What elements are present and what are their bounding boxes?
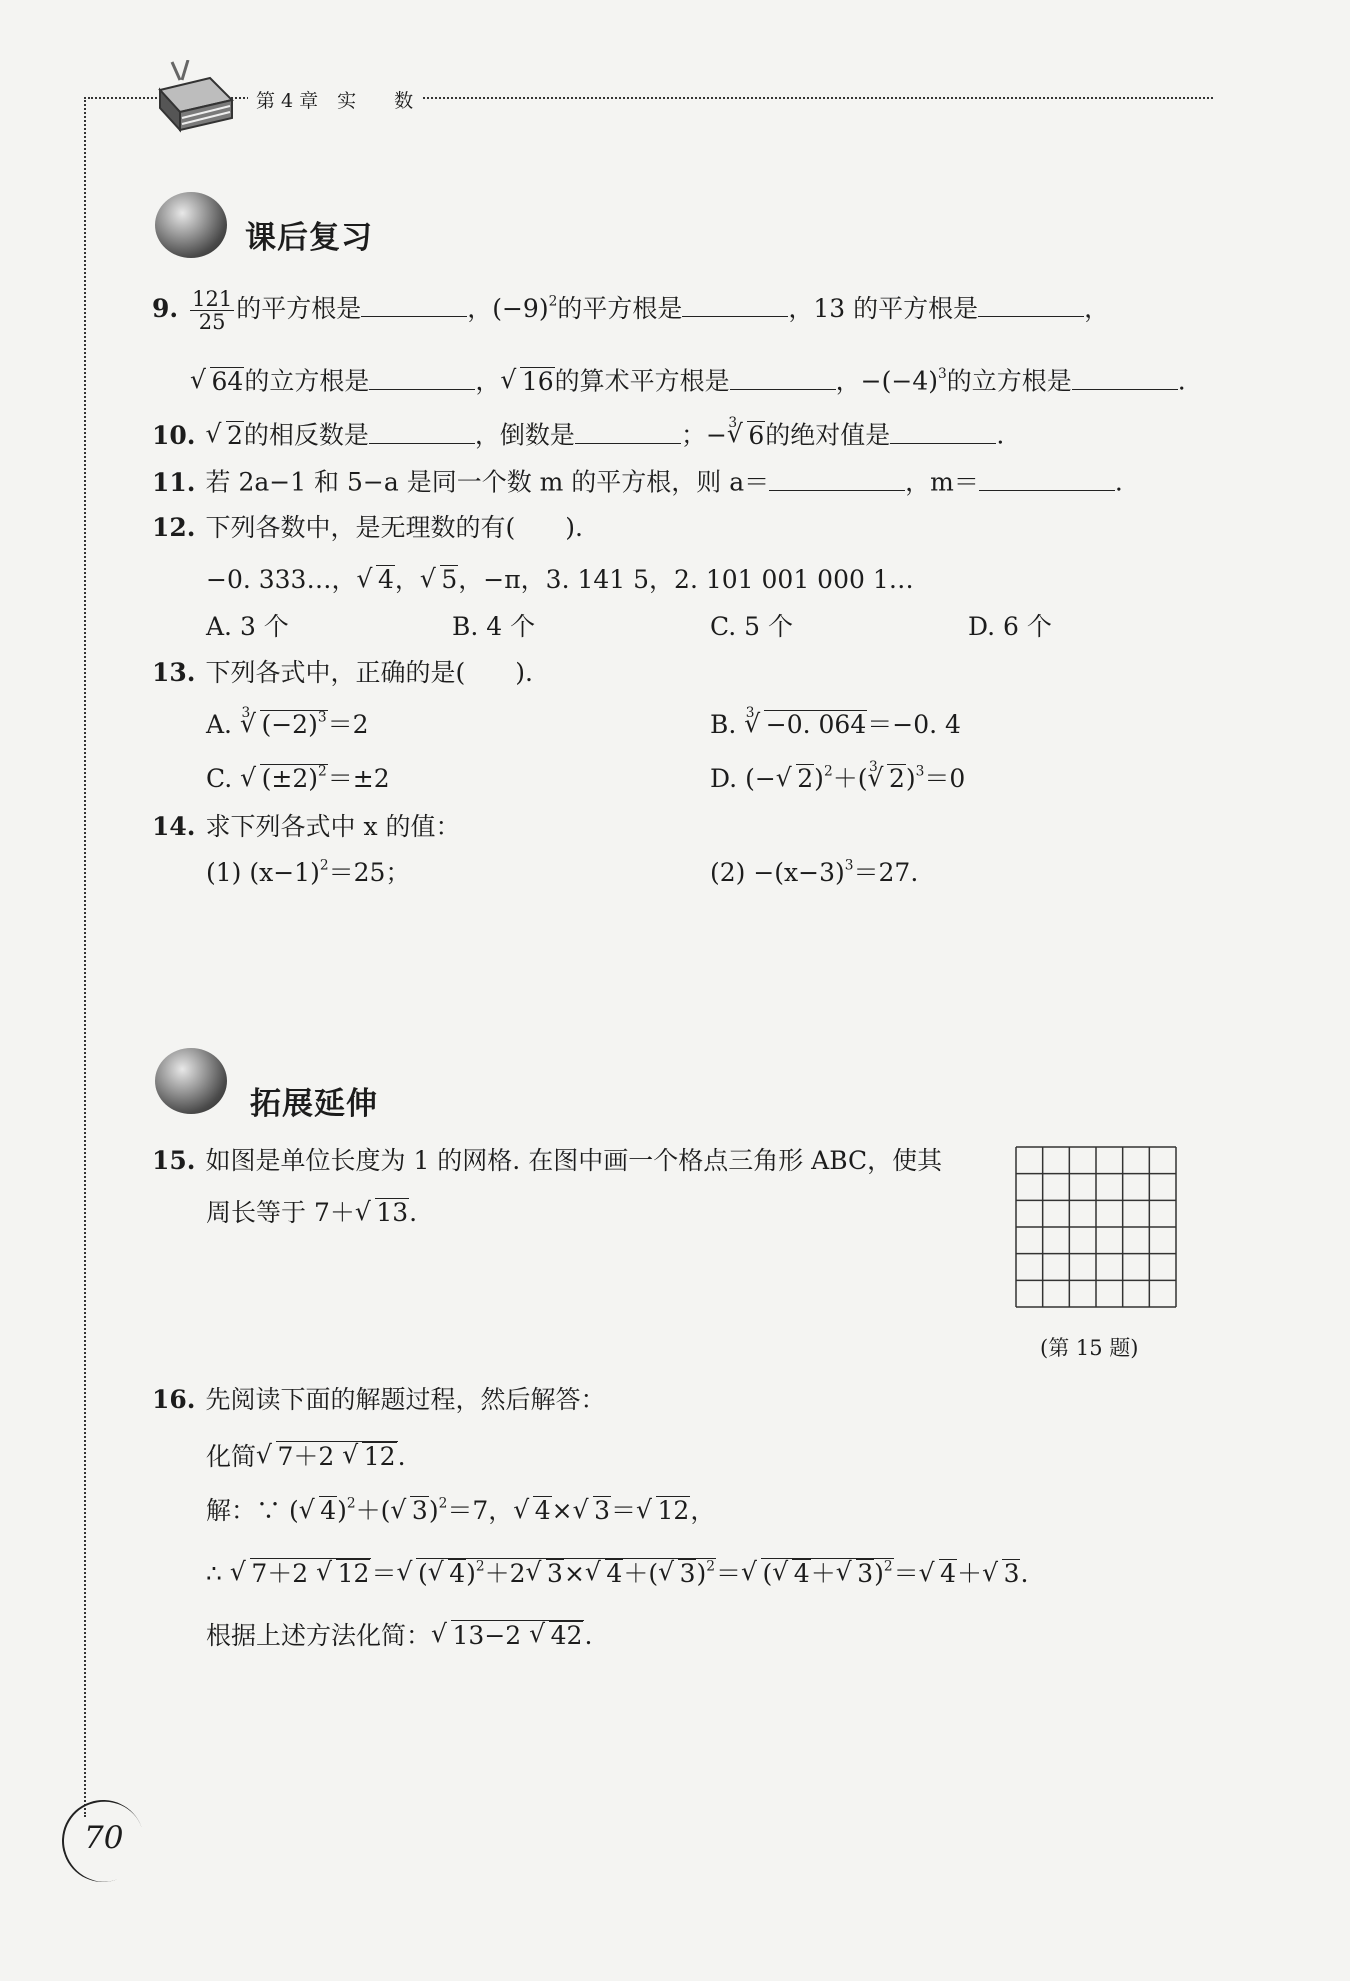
option-d[interactable]: D. 6 个 (968, 612, 1052, 641)
question-10: 10.√ 2的相反数是 ，倒数是 ；− √ 3 6的绝对值是 . (152, 420, 1004, 451)
answer-blank[interactable] (682, 294, 788, 318)
fraction: $\frac{121}{25}$ (192, 287, 233, 335)
option-c[interactable]: C. 5 个 (710, 612, 793, 641)
question-13: 13. 下列各式中，正确的是( ). (152, 658, 533, 687)
section-globe-icon (155, 1048, 227, 1114)
section-globe-icon (155, 192, 227, 258)
option-b[interactable]: B. √ 3 −0. 064＝−0. 4 (710, 710, 961, 740)
question-16: 16. 先阅读下面的解题过程，然后解答： (152, 1385, 606, 1414)
answer-blank[interactable] (369, 366, 475, 390)
margin-dotted-line (84, 97, 86, 1817)
question-14-part-1: (1) $(x-1)^2=25$； (206, 857, 411, 887)
answer-blank[interactable] (890, 420, 996, 444)
sqrt-expression: √ 16 (502, 367, 555, 397)
chapter-title: 第 4 章 实 数 (248, 86, 421, 113)
question-14: 14. 求下列各式中 x 的值： (152, 812, 461, 841)
answer-blank[interactable] (769, 467, 905, 491)
answer-blank[interactable] (1072, 366, 1178, 390)
answer-blank[interactable] (979, 467, 1115, 491)
question-14-part-2: $(2) -(x-3)^3=27$. (710, 857, 919, 887)
question-16-task: 根据上述方法化简：√ 13−2 √ 42. (206, 1620, 592, 1651)
unit-grid[interactable] (1012, 1143, 1184, 1313)
option-a[interactable]: A. √ 3 $(-2)^3=2$ (206, 710, 369, 740)
question-15-line-2: 周长等于 7＋√ 13. (206, 1198, 417, 1228)
answer-blank[interactable] (730, 366, 836, 390)
answer-blank[interactable] (978, 294, 1084, 318)
answer-blank[interactable] (361, 294, 467, 318)
page-number: 70 (84, 1820, 124, 1856)
answer-blank[interactable] (369, 420, 475, 444)
question-12: 12. 下列各数中，是无理数的有( ). (152, 513, 583, 542)
option-a[interactable]: A. 3 个 (206, 612, 289, 641)
question-9-line-1: 9. $\frac{121}{25}$ 的平方根是 ，$(-9)^2$的平方根是 ，13 的平方根是 ， (152, 287, 1110, 335)
answer-blank[interactable] (575, 420, 681, 444)
header-book-logo (150, 60, 238, 138)
question-9-line-2: √ 64的立方根是 ，√ 16的算术平方根是 ，$-(-4)^3$的立方根是 . (190, 366, 1186, 397)
option-c[interactable]: C. √ $(\pm 2)^2=\pm 2$ (206, 764, 390, 794)
option-b[interactable]: B. 4 个 (452, 612, 536, 641)
question-15-line-1: 15. 如图是单位长度为 1 的网格. 在图中画一个格点三角形 ABC，使其 (152, 1146, 943, 1175)
question-16-solution: 解：∵ (√ 4)$^2$＋(√ 3)$^2$＝7，√ 4×√ 3＝√ 12， (206, 1496, 715, 1526)
sqrt-expression: √ 64 (191, 367, 244, 397)
question-16-therefore: ∴ √ 7＋2 √ 12＝√ (√ 4)$^2$＋2√ 3×√ 4＋(√ 3)$^2$＝√ (√ 4＋√ 3)$^2$＝√ 4＋√ 3. (206, 1558, 1028, 1589)
question-16-simplify: 化简√ 7＋2 √ 12. (206, 1441, 406, 1472)
figure-caption: (第 15 题) (1040, 1336, 1139, 1360)
section-title-extension: 拓展延伸 (250, 1086, 378, 1122)
question-number: 9. (152, 294, 179, 324)
option-d[interactable]: D. (−√ 2)$^2$＋( √ 3 2)$^3$＝0 (710, 764, 965, 794)
section-title-review: 课后复习 (245, 220, 373, 256)
question-11: 11. 若 2a−1 和 5−a 是同一个数 m 的平方根，则 a＝ ，m＝ . (152, 467, 1123, 497)
question-12-list: −0. 333…，√ 4，√ 5，−π，3. 141 5，2. 101 001 000 1… (206, 565, 914, 595)
